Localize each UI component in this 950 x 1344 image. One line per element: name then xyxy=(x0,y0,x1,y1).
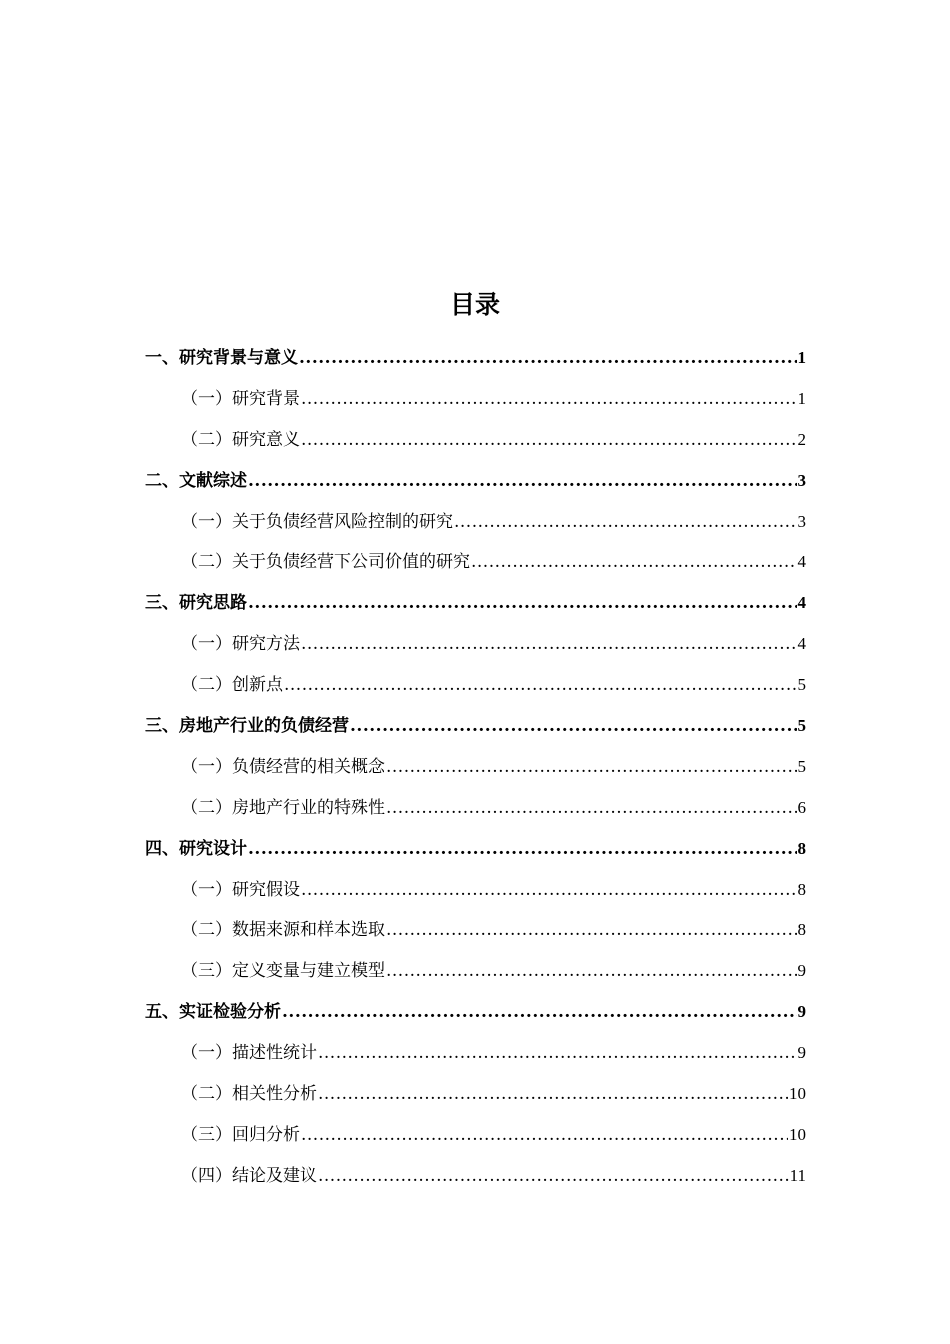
toc-entry-label: （三）回归分析 xyxy=(181,1124,300,1145)
toc-subsection-entry[interactable] xyxy=(145,502,806,543)
toc-list xyxy=(145,338,806,1197)
toc-entry-label: （二）数据来源和样本选取 xyxy=(181,920,385,941)
toc-subsection-entry[interactable] xyxy=(145,910,806,951)
toc-dot-leader xyxy=(318,1074,788,1115)
toc-entry-label: （三）定义变量与建立模型 xyxy=(181,961,385,982)
toc-page-number: 1 xyxy=(797,388,806,408)
toc-entry-label: （二）关于负债经营下公司价值的研究 xyxy=(181,552,470,573)
toc-page-number: 8 xyxy=(797,920,806,940)
toc-subsection-entry[interactable] xyxy=(145,665,806,706)
toc-entry-label: （二）房地产行业的特殊性 xyxy=(181,797,385,818)
toc-dot-leader xyxy=(301,870,797,911)
toc-subsection-entry[interactable] xyxy=(145,379,806,420)
toc-page-number: 4 xyxy=(797,552,806,572)
toc-page-number: 9 xyxy=(797,961,806,981)
toc-dot-leader xyxy=(284,665,797,706)
toc-dot-leader xyxy=(471,542,797,583)
toc-page-number: 9 xyxy=(797,1002,806,1022)
toc-section-entry[interactable] xyxy=(145,829,806,870)
toc-entry-label: 三、研究思路 xyxy=(145,593,247,614)
toc-page-number: 6 xyxy=(797,797,806,817)
toc-entry-label: （一）关于负债经营风险控制的研究 xyxy=(181,511,453,532)
toc-entry-label: 三、房地产行业的负债经营 xyxy=(145,716,349,737)
toc-dot-leader xyxy=(248,583,797,624)
toc-page-number: 1 xyxy=(797,348,806,367)
toc-entry-label: （一）描述性统计 xyxy=(181,1043,317,1064)
toc-page-number: 4 xyxy=(797,593,806,613)
toc-entry-label: 二、文献综述 xyxy=(145,470,247,491)
toc-dot-leader xyxy=(318,1033,797,1074)
toc-dot-leader xyxy=(386,747,797,788)
toc-subsection-entry[interactable] xyxy=(145,1156,806,1197)
toc-section-entry[interactable] xyxy=(145,583,806,624)
toc-page-number: 3 xyxy=(797,470,806,490)
toc-subsection-entry[interactable] xyxy=(145,542,806,583)
toc-subsection-entry[interactable] xyxy=(145,1033,806,1074)
toc-entry-label: （二）相关性分析 xyxy=(181,1084,317,1105)
toc-subsection-entry[interactable] xyxy=(145,870,806,911)
toc-section-entry[interactable] xyxy=(145,461,806,502)
toc-subsection-entry[interactable] xyxy=(145,788,806,829)
toc-subsection-entry[interactable] xyxy=(145,747,806,788)
toc-page-number: 10 xyxy=(789,1084,806,1104)
toc-entry-label: 五、实证检验分析 xyxy=(145,1002,281,1023)
toc-page-number: 5 xyxy=(797,675,806,695)
toc-dot-leader xyxy=(248,829,797,870)
toc-entry-label: （四）结论及建议 xyxy=(181,1165,317,1186)
toc-page-number: 3 xyxy=(797,511,806,531)
toc-dot-leader xyxy=(301,420,797,461)
toc-dot-leader xyxy=(386,788,797,829)
toc-title: 目录 xyxy=(449,290,500,319)
toc-page-number: 9 xyxy=(797,1043,806,1063)
toc-dot-leader xyxy=(301,624,797,665)
toc-entry-label: （一）研究背景 xyxy=(181,388,300,409)
toc-section-entry[interactable] xyxy=(145,992,806,1033)
toc-dot-leader xyxy=(301,379,797,420)
toc-entry-label: （一）研究假设 xyxy=(181,879,300,900)
toc-subsection-entry[interactable] xyxy=(145,1074,806,1115)
toc-page-number: 8 xyxy=(797,838,806,858)
toc-subsection-entry[interactable] xyxy=(145,420,806,461)
toc-dot-leader xyxy=(386,910,797,951)
toc-dot-leader xyxy=(301,1115,788,1156)
toc-entry-label: （二）研究意义 xyxy=(181,429,300,450)
toc-dot-leader xyxy=(282,992,797,1033)
toc-section-entry[interactable] xyxy=(145,338,806,379)
toc-entry-label: （二）创新点 xyxy=(181,675,283,696)
toc-subsection-entry[interactable] xyxy=(145,1115,806,1156)
toc-dot-leader xyxy=(318,1156,789,1197)
toc-subsection-entry[interactable] xyxy=(145,624,806,665)
toc-dot-leader xyxy=(386,951,797,992)
toc-subsection-entry[interactable] xyxy=(145,951,806,992)
toc-page-number: 4 xyxy=(797,634,806,654)
toc-page-number: 5 xyxy=(797,756,806,776)
toc-entry-label: （一）研究方法 xyxy=(181,634,300,655)
toc-entry-label: （一）负债经营的相关概念 xyxy=(181,756,385,777)
toc-section-entry[interactable] xyxy=(145,706,806,747)
toc-page-number: 2 xyxy=(797,429,806,449)
toc-page-number: 8 xyxy=(797,879,806,899)
toc-page-number: 5 xyxy=(797,716,806,736)
toc-dot-leader xyxy=(248,461,797,502)
toc-page-number: 11 xyxy=(789,1165,806,1185)
toc-entry-label: 一、研究背景与意义 xyxy=(145,348,298,368)
toc-entry-label: 四、研究设计 xyxy=(145,838,247,859)
toc-dot-leader xyxy=(454,502,797,543)
toc-dot-leader xyxy=(350,706,797,747)
toc-dot-leader xyxy=(299,338,797,379)
toc-page-number: 10 xyxy=(789,1124,806,1144)
